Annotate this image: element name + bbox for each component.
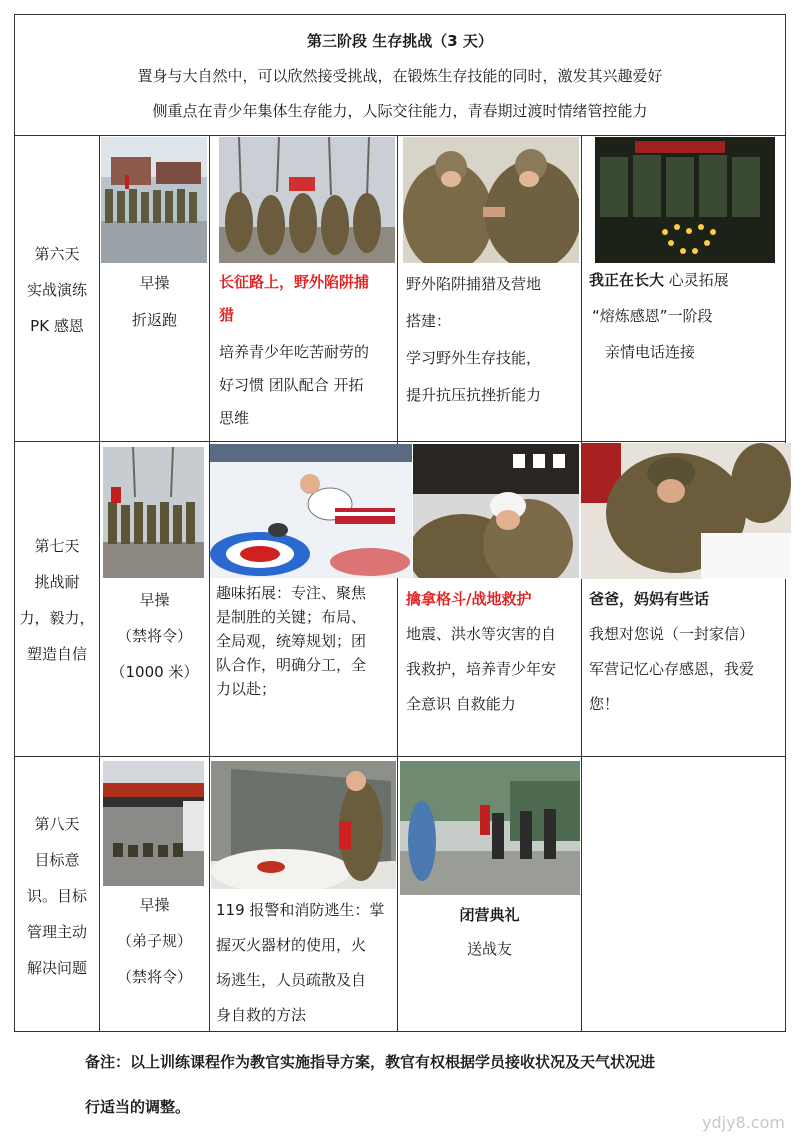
day7-col2-line: 全局观，统筹规划；团 bbox=[216, 632, 367, 650]
day7-label bbox=[15, 528, 99, 672]
photo-long-march-trap bbox=[219, 137, 395, 263]
day6-col1-line: 早操 bbox=[139, 274, 170, 292]
col-divider-2 bbox=[209, 135, 210, 1032]
photo-fire-extinguisher bbox=[211, 761, 396, 889]
photo-morning-drill-day7 bbox=[103, 447, 204, 578]
day8-col3-text bbox=[398, 898, 581, 966]
day6-col2-body-line: 培养青少年吃苦耐劳的 bbox=[219, 343, 370, 361]
day6-col3-line: 搭建： bbox=[406, 312, 452, 330]
day6-col4-text bbox=[589, 262, 784, 370]
day6-col1-text bbox=[100, 265, 209, 339]
day8-label-line: 第八天 bbox=[34, 815, 80, 833]
day7-col2-line: 力以赴； bbox=[216, 680, 277, 698]
day6-col2-text bbox=[219, 266, 395, 435]
day8-label bbox=[15, 806, 99, 986]
day6-col4-rest: 心灵拓展 bbox=[664, 271, 729, 289]
day8-label-line: 管理主动 bbox=[26, 923, 87, 941]
day7-col1-line: （1000 米） bbox=[110, 663, 199, 681]
photo-field-trap-camp bbox=[403, 137, 579, 263]
day8-col1-text bbox=[100, 887, 209, 995]
day8-col1-line: （弟子规） bbox=[116, 932, 192, 950]
watermark: ydjy8.com bbox=[702, 1113, 785, 1132]
day6-col4-line: “熔炼感恩”一阶段 bbox=[592, 307, 713, 325]
day6-col3-line: 学习野外生存技能， bbox=[406, 349, 542, 367]
day6-label bbox=[15, 236, 99, 344]
col-divider-4 bbox=[581, 135, 582, 1032]
day8-col1-line: （禁将令） bbox=[116, 968, 192, 986]
day8-col2-text bbox=[216, 893, 397, 1033]
table-top-border bbox=[14, 14, 786, 15]
day8-col2-line: 119 报警和消防逃生：掌 bbox=[216, 901, 385, 919]
stage-description-2: 侧重点在青少年集体生存能力，人际交往能力，青春期过渡时情绪管控能力 bbox=[152, 102, 648, 120]
day6-label-line: 第六天 bbox=[34, 245, 80, 263]
row-divider-header bbox=[14, 135, 786, 136]
day6-col2-title-line: 猎 bbox=[219, 306, 235, 324]
stage-description-1: 置身与大自然中，可以欣然接受挑战，在锻炼生存技能的同时，激发其兴趣爱好 bbox=[137, 67, 663, 85]
row-divider-day6 bbox=[14, 441, 786, 442]
day8-col2-line: 握灭火器材的使用，火 bbox=[216, 936, 367, 954]
row-divider-day7 bbox=[14, 756, 786, 757]
day7-col4-line: 我想对您说（一封家信） bbox=[589, 625, 755, 643]
day6-col3-line: 提升抗压抗挫折能力 bbox=[406, 386, 542, 404]
day8-col3-title: 闭营典礼 bbox=[459, 906, 520, 924]
stage-title: 第三阶段 生存挑战（3 天） bbox=[307, 32, 493, 50]
day7-col4-line: 您！ bbox=[589, 695, 620, 713]
day8-col2-line: 场逃生，人员疏散及自 bbox=[216, 971, 367, 989]
photo-morning-drill-day6 bbox=[101, 137, 207, 263]
photo-candle-gratitude bbox=[595, 137, 775, 263]
day7-col4-line: 军营记忆心存感恩，我爱 bbox=[589, 660, 755, 678]
photo-morning-drill-day8 bbox=[103, 761, 204, 886]
photo-combat-first-aid bbox=[413, 444, 579, 578]
table-bottom-border bbox=[14, 1031, 786, 1032]
day7-col3-line: 我救护，培养青少年安 bbox=[406, 660, 557, 678]
day6-col3-line: 野外陷阱捕猎及营地 bbox=[406, 275, 542, 293]
day7-label-line: 塑造自信 bbox=[26, 645, 87, 663]
note-line-1: 备注：以上训练课程作为教官实施指导方案，教官有权根据学员接收状况及天气状况进 bbox=[85, 1053, 656, 1071]
day7-col2-line: 队合作，明确分工，全 bbox=[216, 656, 367, 674]
day8-col1-line: 早操 bbox=[139, 896, 170, 914]
day6-label-line: 实战演练 bbox=[26, 281, 87, 299]
day6-col3-text bbox=[406, 266, 580, 414]
day7-col3-text bbox=[406, 582, 581, 722]
day7-label-line: 力，毅力， bbox=[19, 609, 95, 627]
day7-col1-line: （禁将令） bbox=[116, 627, 192, 645]
day7-col3-title: 擒拿格斗/战地救护 bbox=[406, 590, 532, 608]
day7-col3-line: 全意识 自救能力 bbox=[406, 695, 516, 713]
day7-col4-title: 爸爸，妈妈有些话 bbox=[589, 590, 710, 608]
day7-col1-line: 早操 bbox=[139, 591, 170, 609]
day7-col2-line: 是制胜的关键；布局、 bbox=[216, 608, 367, 626]
note-line-2: 行适当的调整。 bbox=[85, 1098, 191, 1116]
day8-col3-line: 送战友 bbox=[466, 940, 512, 958]
day8-label-line: 识。目标 bbox=[26, 887, 87, 905]
day6-col1-line: 折返跑 bbox=[131, 311, 177, 329]
day6-col4-bold: 我正在长大 bbox=[589, 271, 665, 289]
day7-col4-text bbox=[589, 582, 785, 722]
day8-label-line: 目标意 bbox=[34, 851, 80, 869]
day7-label-line: 第七天 bbox=[34, 537, 80, 555]
day6-col4-line: 亲情电话连接 bbox=[605, 343, 696, 361]
day6-col2-body-line: 思维 bbox=[219, 409, 250, 427]
day7-col2-text bbox=[216, 581, 397, 701]
day8-label-line: 解决问题 bbox=[26, 959, 87, 977]
photo-closing-ceremony bbox=[400, 761, 580, 895]
day6-col2-title-line: 长征路上，野外陷阱捕 bbox=[219, 273, 370, 291]
day7-col1-text bbox=[100, 582, 209, 690]
day6-label-line: PK 感恩 bbox=[30, 317, 84, 335]
day6-col2-body-line: 好习惯 团队配合 开拓 bbox=[219, 376, 364, 394]
day7-label-line: 挑战耐 bbox=[34, 573, 80, 591]
photo-curling bbox=[210, 444, 412, 578]
photo-letter-home bbox=[581, 443, 791, 579]
day8-col2-line: 身自救的方法 bbox=[216, 1006, 307, 1024]
day6-col4-heading bbox=[589, 262, 784, 298]
day7-col3-line: 地震、洪水等灾害的自 bbox=[406, 625, 557, 643]
day7-col2-line: 趣味拓展：专注、聚焦 bbox=[216, 584, 367, 602]
